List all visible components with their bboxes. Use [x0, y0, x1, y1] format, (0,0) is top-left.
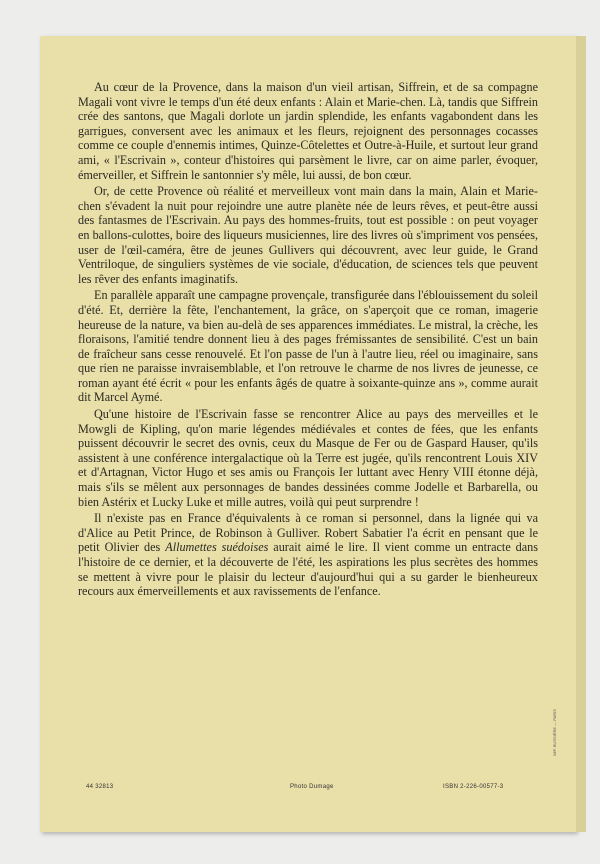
paragraph-3: En parallèle apparaît une campagne provençale, transfigurée dans l'éblouissement du soleil d'été. Et, derrière la fête, l'enchantement, la grâce, on s'aperçoit que ce roman, imagerie heureuse de la nature, va bien au-delà de ses apparences immédiates. Le mistral, la crèche, les floraisons, l'amitié tendre donnent lieu à des pages frémissantes de sensibilité. C'est un bain de fraîcheur sans cesse renouvelé. Et l'on passe de l'un à l'autre lieu, réel ou imaginaire, sans que rien ne paraisse invraisemblable, et l'on retrouve le charme de nos livres de jeunesse, ce roman ayant été écrit « pour les enfants âgés de quatre à soixante-quinze ans », comme aurait dit Marcel Aymé. — [78, 288, 538, 405]
cover-spine-edge — [576, 36, 586, 832]
book-back-cover — [40, 36, 576, 832]
printer-note: IMP. BUSSIÈRE — PARIS — [552, 709, 557, 756]
book-title-allumettes: Allumettes suédoises — [165, 540, 269, 555]
paragraph-5-end: aurait aimé le lire. Il vient comme un entracte dans l'histoire de ce dernier, et la découverte de l'été, les aspirations les plus secrètes des hommes se mettent à vivre pour le plaisir du lecteur d'aujourd'hui qui a su garder le bienheureux recours aux émerveillements et aux ravissements de l'enfance. — [78, 540, 538, 599]
isbn: ISBN 2-226-00577-3 — [443, 784, 504, 790]
paragraph-1: Au cœur de la Provence, dans la maison d'un vieil artisan, Siffrein, et de sa compagne Magali vont vivre le temps d'un été deux enfants : Alain et Marie-chen. Là, tandis que Siffrein crée des santons, que Magali dorlote un jardin splendide, les enfants vagabondent dans les garrigues, conversent avec les animaux et les fleurs, rejoignent des personnages cocasses comme ce couple d'ennemis intimes, Quinze-Côtelettes et Outre-à-Huile, et surtout leur grand ami, « l'Escrivain », conteur d'histoires qui parsèment le livre, car on aime parler, évoquer, émerveiller, et Siffrein le santonnier s'y mêle, lui aussi, de bon cœur. — [78, 80, 538, 182]
paragraph-5-start: Il n'existe pas en France d'équivalents à ce roman si personnel, dans la lignée qui va d'Alice au Petit Prince, de Robinson à Gulliver. Robert Sabatier l'a écrit en pensant que le petit Olivier des — [78, 511, 538, 555]
paragraph-5 — [78, 511, 538, 599]
paragraph-2: Or, de cette Provence où réalité et merveilleux vont main dans la main, Alain et Marie-chen s'évadent la nuit pour rejoindre une autre planète née de leurs rêves, et peut-être aussi des fantasmes de l'Escrivain. Au pays des hommes-fruits, tout est possible : on peut voyager en ballons-culottes, boire des liqueurs musiciennes, lire des livres où s'impriment vos pensées, user de l'œil-caméra, être de jeunes Gullivers qui découvrent, avec leur guide, le Grand Ventriloque, de singuliers systèmes de vie sociale, d'éducation, de sciences tels que peuvent les rêver des enfants imaginatifs. — [78, 184, 538, 286]
paragraph-4: Qu'une histoire de l'Escrivain fasse se rencontrer Alice au pays des merveilles et le Mowgli de Kipling, qu'on marie légendes médiévales et contes de fées, que les enfants puissent découvrir le secret des ovnis, ceux du Masque de Fer ou de Gaspard Hauser, qu'ils assistent à une conférence intergalactique où la Terre est jugée, qu'ils rencontrent Louis XIV et d'Artagnan, Victor Hugo et ses amis ou François Ier luttant avec Henry VIII étonne déjà, mais s'ils se mêlent aux personnages de bandes dessinées comme Jodelle et Barbarella, ou bien Astérix et Lucky Luke et mille autres, voilà qui peut surprendre ! — [78, 407, 538, 509]
catalog-code: 44 32813 — [86, 784, 114, 790]
photo-credit: Photo Dumage — [290, 784, 334, 790]
blurb-text — [78, 80, 538, 599]
